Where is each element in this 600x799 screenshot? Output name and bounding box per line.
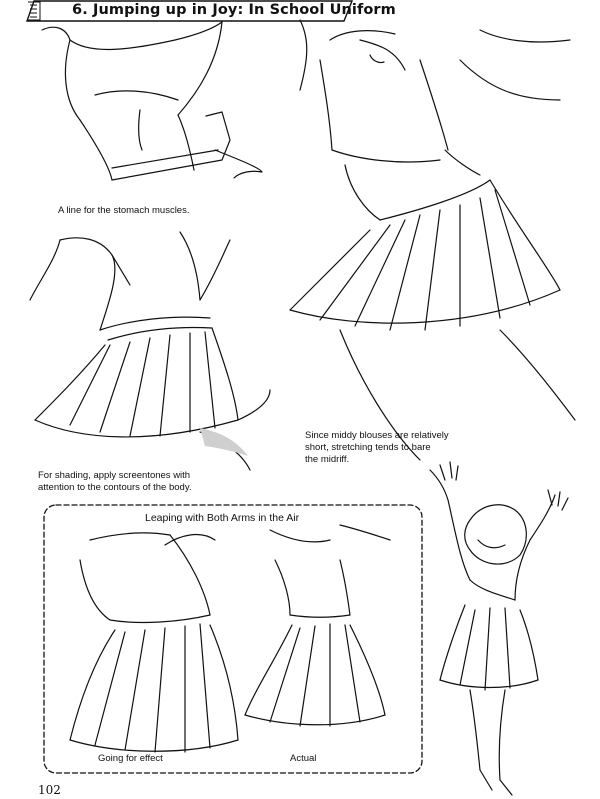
caption-midriff-line2: short, stretching tends to bare <box>305 442 431 453</box>
screentone-shading <box>200 428 248 456</box>
midriff-skirt-drawing <box>30 232 270 470</box>
example-box-frame <box>44 505 422 773</box>
label-going-for-effect: Going for effect <box>98 753 163 764</box>
label-actual: Actual <box>290 753 317 764</box>
boxed-section-heading: Leaping with Both Arms in the Air <box>145 512 300 524</box>
full-figure-sketch <box>430 462 568 795</box>
caption-midriff-line1: Since middy blouses are relatively <box>305 430 449 441</box>
caption-shading-line2: attention to the contours of the body. <box>38 482 192 493</box>
jumping-torso-drawing <box>290 20 575 460</box>
caption-midriff-line3: the midriff. <box>305 454 350 465</box>
page-number: 102 <box>38 783 61 797</box>
torso-stomach-drawing <box>42 22 262 180</box>
actual-sketch <box>245 525 390 726</box>
caption-shading-line1: For shading, apply screentones with <box>38 470 191 481</box>
caption-stomach-muscles: A line for the stomach muscles. <box>58 205 190 216</box>
page-title: 6. Jumping up in Joy: In School Uniform <box>72 2 396 18</box>
effect-sketch <box>70 533 238 752</box>
